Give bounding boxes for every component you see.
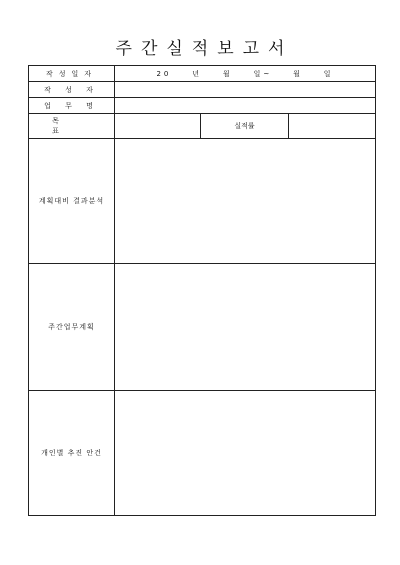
issues-field[interactable] [115,391,376,516]
task-row [29,98,376,114]
author-field[interactable] [115,82,376,98]
achievement-field[interactable] [289,114,376,139]
task-label: 업 무 명 [29,98,115,114]
issues-label: 개인별 추진 안건 [29,391,115,516]
analysis-row [29,139,376,264]
plan-field[interactable] [115,264,376,391]
date-row [29,66,376,82]
date-label: 작성일자 [29,66,115,82]
plan-row [29,264,376,391]
goal-row [29,114,376,139]
analysis-field[interactable] [115,139,376,264]
document-title: 주간실적보고서 [115,39,294,59]
goal-label: 목 표 [29,114,115,139]
report-table [28,65,376,516]
date-field[interactable]: 20 년 월 일~ 월 일 [115,66,376,82]
author-row [29,82,376,98]
task-field[interactable] [115,98,376,114]
author-label: 작 성 자 [29,82,115,98]
plan-label: 주간업무계획 [29,264,115,391]
goal-field[interactable] [115,114,201,139]
achievement-label: 실적률 [201,114,289,139]
issues-row [29,391,376,516]
analysis-label: 계획대비 결과분석 [29,139,115,264]
